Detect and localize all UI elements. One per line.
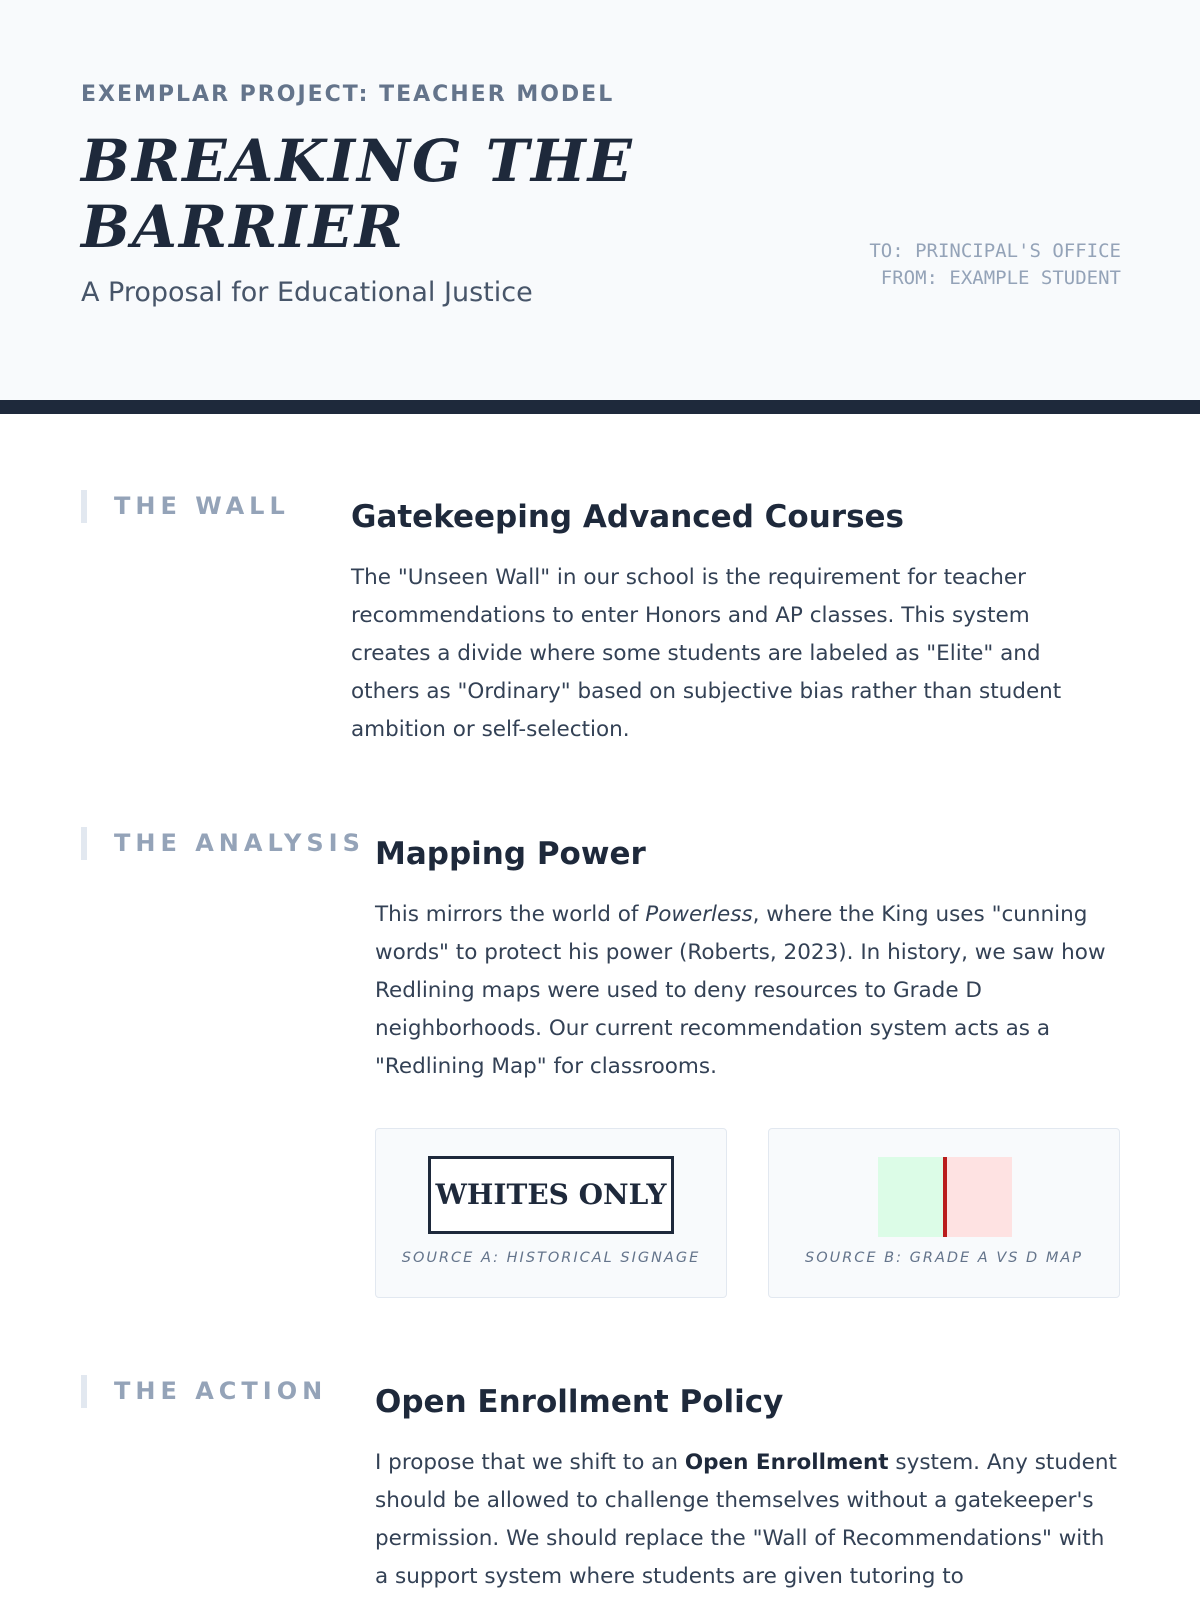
proposal-header bbox=[0, 0, 1200, 414]
action-text-start: I propose that we shift to an bbox=[375, 1450, 685, 1475]
redline-map-image bbox=[878, 1157, 1012, 1237]
section-heading-wall: Gatekeeping Advanced Courses bbox=[351, 499, 905, 535]
source-a-caption: SOURCE A: HISTORICAL SIGNAGE bbox=[401, 1250, 701, 1266]
memo-from: FROM: EXAMPLE STUDENT bbox=[880, 267, 1121, 289]
historical-sign-image: WHITES ONLY bbox=[428, 1156, 674, 1234]
grade-a-zone bbox=[878, 1157, 943, 1237]
section-body-action bbox=[375, 1444, 1120, 1596]
section-label-analysis: THE ANALYSIS bbox=[81, 827, 365, 860]
section-body-analysis bbox=[375, 896, 1120, 1086]
project-kicker: EXEMPLAR PROJECT: TEACHER MODEL bbox=[81, 82, 615, 107]
analysis-text-start: This mirrors the world of bbox=[375, 902, 646, 927]
source-a-card bbox=[375, 1128, 727, 1298]
section-label-action: THE ACTION bbox=[81, 1375, 327, 1408]
section-heading-analysis: Mapping Power bbox=[375, 836, 646, 872]
analysis-text-end: , where the King uses "cunning words" to protect his power (Roberts, 2023). In history, we saw how Redlining maps were used to deny resources to Grade D neighborhoods. Our current recommendation system acts as a "Redlining Map" for classrooms. bbox=[375, 902, 1106, 1079]
page-title: BREAKING THE BARRIER bbox=[81, 127, 634, 261]
section-label-wall: THE WALL bbox=[81, 490, 290, 523]
section-body-wall: The "Unseen Wall" in our school is the requirement for teacher recommendations to enter Honors and AP classes. This system creates a divide where some students are labeled as "Elite" and others as "Ordinary" based on subjective bias rather than student ambition or self-selection. bbox=[351, 565, 1062, 742]
book-title: Powerless bbox=[645, 902, 753, 927]
page-subtitle: A Proposal for Educational Justice bbox=[81, 277, 533, 308]
source-b-card bbox=[768, 1128, 1120, 1298]
source-b-caption: SOURCE B: GRADE A VS D MAP bbox=[804, 1250, 1084, 1266]
action-text-end: system. Any student should be allowed to challenge themselves without a gatekeeper's permission. We should replace the "Wall of Recommendations" with a support system where students are given tutoring to bbox=[375, 1450, 1117, 1589]
memo-block bbox=[851, 238, 1121, 292]
memo-to: TO: PRINCIPAL'S OFFICE bbox=[869, 240, 1121, 262]
policy-name: Open Enrollment bbox=[684, 1450, 889, 1475]
grade-d-zone bbox=[947, 1157, 1012, 1237]
section-heading-action: Open Enrollment Policy bbox=[375, 1384, 784, 1420]
